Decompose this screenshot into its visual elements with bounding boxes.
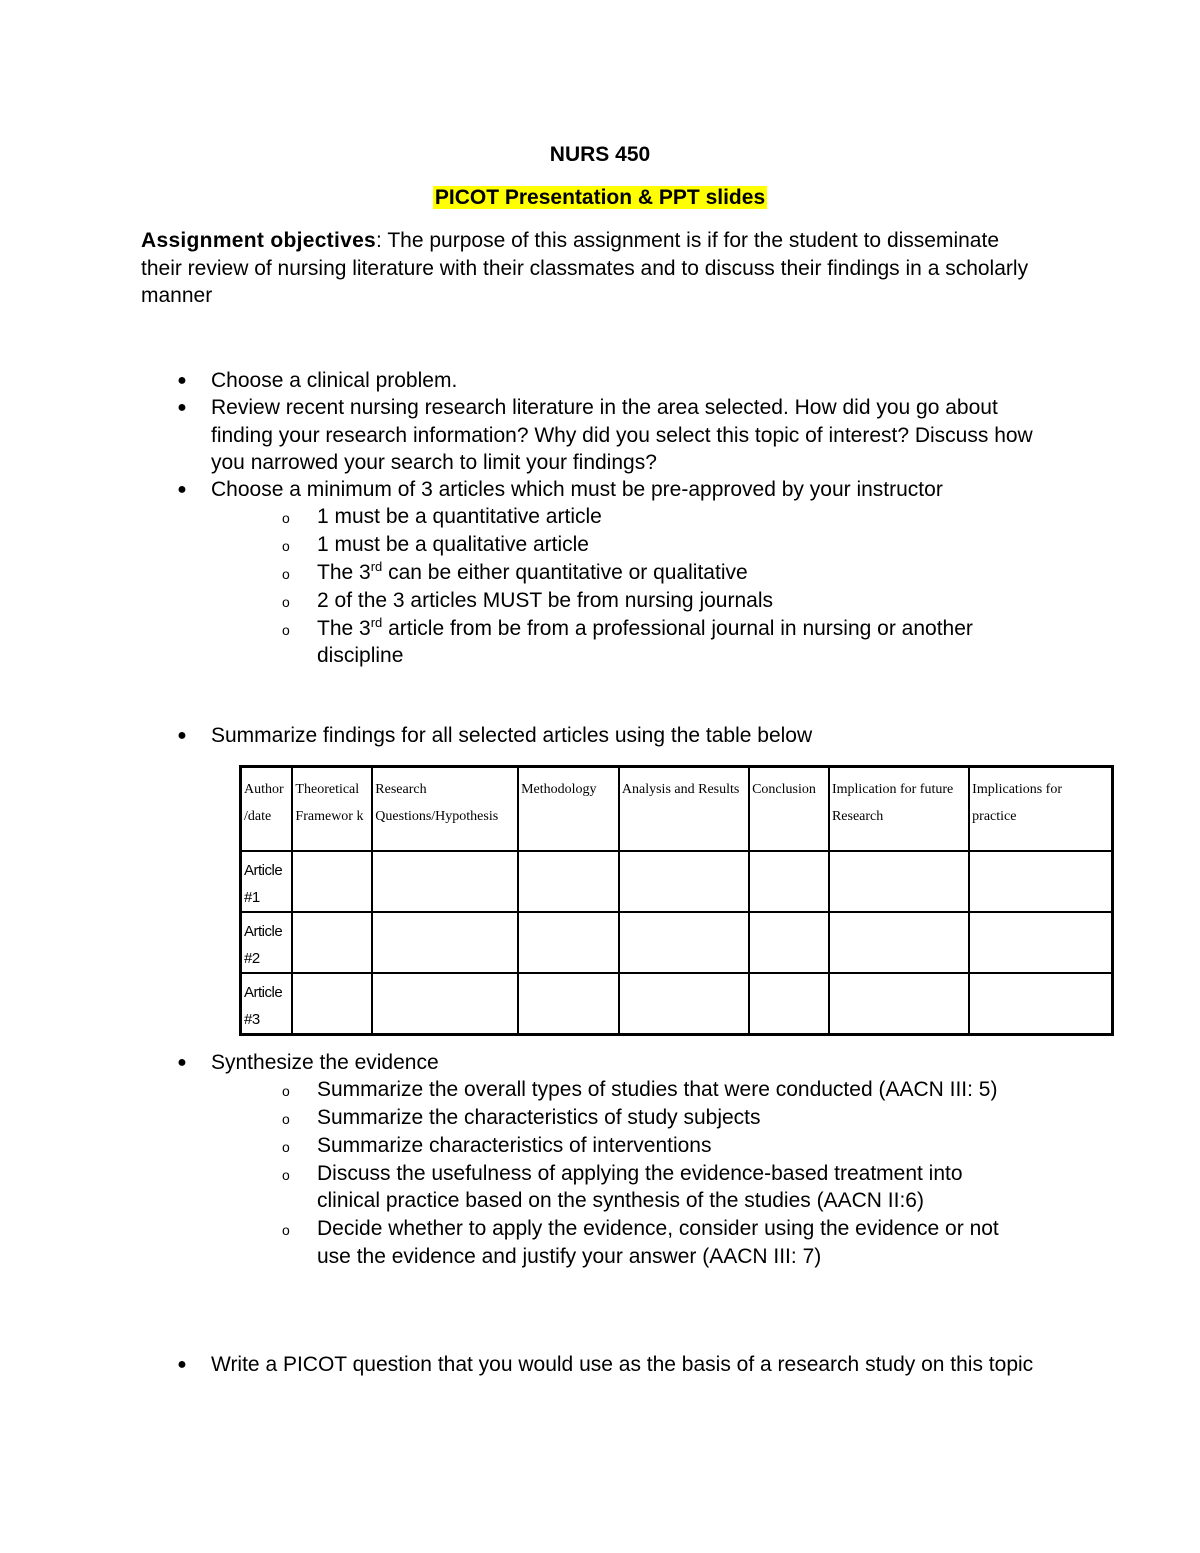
assignment-title xyxy=(0,184,1200,212)
table-cell[interactable] xyxy=(518,973,619,1035)
table-cell[interactable] xyxy=(292,973,372,1035)
bullet-list-2 xyxy=(0,722,1061,749)
bullet-icon: ● xyxy=(177,481,187,499)
table-cell[interactable] xyxy=(969,973,1112,1035)
objectives-text: : The purpose of this assignment is if for the student to disseminate their review of nursing literature with their classmates and to discuss their findings in a scholarly manner xyxy=(141,229,1029,307)
list-item: ● Write a PICOT question that you would use as the basis of a research study on this topic xyxy=(0,1351,1061,1378)
row-label: Article #1 xyxy=(241,851,293,912)
table-header-cell: Implications for practice xyxy=(969,767,1112,851)
list-item: ● Review recent nursing research literature in the area selected. How did you go about finding your research information? Why did you select this topic of interest? Discuss how you narrowed your search to limit your findings? xyxy=(0,394,1061,476)
bullet-list-4 xyxy=(0,1351,1061,1378)
circle-bullet-icon: o xyxy=(282,621,290,638)
table-cell[interactable] xyxy=(619,973,749,1035)
table-row xyxy=(241,973,1113,1035)
table-header-cell: Methodology xyxy=(518,767,619,851)
circle-bullet-icon: o xyxy=(282,1083,290,1100)
circle-bullet-icon: o xyxy=(282,538,290,555)
circle-bullet-icon: o xyxy=(282,566,290,583)
table-cell[interactable] xyxy=(292,912,372,973)
table-header-row xyxy=(241,767,1113,851)
course-title: NURS 450 xyxy=(549,143,651,166)
table-cell[interactable] xyxy=(292,851,372,912)
summary-table xyxy=(239,765,1114,1036)
table-cell[interactable] xyxy=(969,912,1112,973)
list-item: ● Summarize findings for all selected articles using the table below xyxy=(0,722,1061,749)
bullet-icon: ● xyxy=(177,727,187,744)
bullet-list-3 xyxy=(0,1049,1061,1271)
table-cell[interactable] xyxy=(749,973,829,1035)
table-cell[interactable] xyxy=(372,973,518,1035)
table-header-cell: Implication for future Research xyxy=(829,767,969,851)
row-label: Article #2 xyxy=(241,912,293,973)
objectives-label: Assignment objectives xyxy=(141,229,377,252)
circle-bullet-icon: o xyxy=(282,593,290,610)
table-cell[interactable] xyxy=(619,912,749,973)
table-header-cell: Theoretical Framewor k xyxy=(292,767,372,851)
sub-list-item: o Summarize characteristics of interventions xyxy=(0,1132,1017,1160)
table-header-cell: Analysis and Results xyxy=(619,767,749,851)
sub-list-item: o Discuss the usefulness of applying the evidence-based treatment into clinical practice based on the synthesis of the studies (AACN II:6) xyxy=(282,1161,963,1213)
sub-list-item: o Summarize the characteristics of study subjects xyxy=(0,1104,1017,1132)
sub-list-item: o The 3rd can be either quantitative or qualitative xyxy=(0,559,1017,587)
circle-bullet-icon: o xyxy=(282,1138,290,1155)
sub-list-item: o 1 must be a quantitative article xyxy=(0,503,1017,531)
assignment-title-highlight: PICOT Presentation & PPT slides xyxy=(434,186,766,209)
table-header-cell: Author /date xyxy=(241,767,293,851)
table-header-cell: Research Questions/Hypothesis xyxy=(372,767,518,851)
table-cell[interactable] xyxy=(749,912,829,973)
bullet-icon: ● xyxy=(177,372,187,389)
table-cell[interactable] xyxy=(969,851,1112,912)
table-cell[interactable] xyxy=(829,912,969,973)
bullet-icon: ● xyxy=(177,1356,187,1373)
sub-list-item: o Decide whether to apply the evidence, consider using the evidence or not use the evidence and justify your answer (AACN III: 7) xyxy=(282,1217,999,1269)
list-item: ● Choose a minimum of 3 articles which must be pre-approved by your instructor xyxy=(0,476,1061,503)
table-cell[interactable] xyxy=(749,851,829,912)
table-cell[interactable] xyxy=(619,851,749,912)
table-cell[interactable] xyxy=(518,851,619,912)
sub-list-item: o 1 must be a qualitative article xyxy=(0,531,1017,559)
table-cell[interactable] xyxy=(372,912,518,973)
list-item: ● Choose a clinical problem. xyxy=(0,367,1061,394)
table-cell[interactable] xyxy=(829,851,969,912)
circle-bullet-icon: o xyxy=(282,1111,290,1128)
objectives-paragraph xyxy=(141,227,1041,310)
table-cell[interactable] xyxy=(829,973,969,1035)
sub-list-item: o 2 of the 3 articles MUST be from nursing journals xyxy=(0,587,1017,615)
table-row xyxy=(241,851,1113,912)
list-item: ● Synthesize the evidence xyxy=(0,1049,1061,1076)
sub-list-item: o Summarize the overall types of studies that were conducted (AACN III: 5) xyxy=(0,1076,1017,1104)
circle-bullet-icon: o xyxy=(282,1166,290,1183)
table-cell[interactable] xyxy=(518,912,619,973)
circle-bullet-icon: o xyxy=(282,1222,290,1239)
circle-bullet-icon: o xyxy=(282,510,290,527)
table-row xyxy=(241,912,1113,973)
table-cell[interactable] xyxy=(372,851,518,912)
row-label: Article #3 xyxy=(241,973,293,1035)
sub-list-item: o The 3rd article from be from a professional journal in nursing or another discipline xyxy=(282,614,973,668)
bullet-icon: ● xyxy=(177,1054,187,1071)
bullet-icon: ● xyxy=(177,399,187,417)
table-header-cell: Conclusion xyxy=(749,767,829,851)
bullet-list-1 xyxy=(0,367,1061,670)
